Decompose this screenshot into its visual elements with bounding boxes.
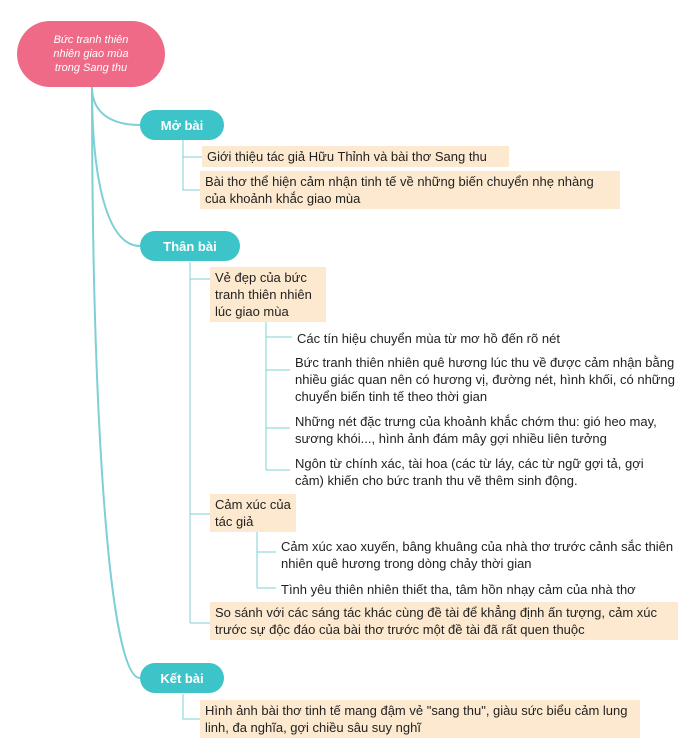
connector-group1-leaves — [266, 320, 292, 470]
group1-leaf-4[interactable]: Ngôn từ chính xác, tài hoa (các từ láy, các từ ngữ gợi tả, gợi cảm) khiến cho bức tranh thu vẽ thêm sinh động. — [295, 456, 644, 488]
connector-group2-leaves — [257, 532, 276, 588]
connector-ket-bai-items — [183, 694, 200, 719]
ket-bai-item-1[interactable]: Hình ảnh bài thơ tinh tế mang đậm vẻ "sang thu", giàu sức biểu cảm lung linh, đa nghĩa, gợi chiều sâu suy nghĩ — [200, 700, 640, 738]
connector-root-ket-bai — [92, 87, 140, 678]
than-bai-group-2[interactable]: Cảm xúc của tác giả — [210, 494, 296, 532]
section-ket-bai[interactable]: Kết bài — [140, 663, 224, 693]
than-bai-group-3[interactable]: So sánh với các sáng tác khác cùng đề tài để khẳng định ấn tượng, cảm xúc trước sự độc đáo của bài thơ trước một đề tài đã rất quen thuộc — [210, 602, 678, 640]
than-bai-group-1[interactable]: Vẻ đẹp của bức tranh thiên nhiên lúc giao mùa — [210, 267, 326, 322]
connector-than-bai-trunk — [190, 262, 210, 623]
group1-leaf-2[interactable]: Bức tranh thiên nhiên quê hương lúc thu về được cảm nhận bằng nhiều giác quan nên có hương vị, đường nét, hình khối, có những chuyển biến tinh tế theo thời gian — [295, 355, 675, 404]
section-mo-bai[interactable]: Mở bài — [140, 110, 224, 140]
mo-bai-item-2[interactable]: Bài thơ thể hiện cảm nhận tinh tế về những biến chuyển nhẹ nhàng của khoảnh khắc giao mùa — [200, 171, 620, 209]
group1-leaf-1[interactable]: Các tín hiệu chuyển mùa từ mơ hồ đến rõ nét — [297, 331, 560, 346]
mo-bai-item-1[interactable]: Giới thiệu tác giả Hữu Thỉnh và bài thơ Sang thu — [202, 146, 509, 167]
root-node[interactable] — [17, 21, 165, 87]
section-than-bai[interactable]: Thân bài — [140, 231, 240, 261]
group2-leaf-2[interactable]: Tình yêu thiên nhiên thiết tha, tâm hồn nhạy cảm của nhà thơ — [281, 582, 636, 597]
group1-leaf-3[interactable]: Những nét đặc trưng của khoảnh khắc chớm thu: gió heo may, sương khói..., hình ảnh đám mây gợi nhiều liên tưởng — [295, 414, 657, 446]
connector-root-mo-bai — [92, 87, 140, 125]
group2-leaf-1[interactable]: Cảm xúc xao xuyến, bâng khuâng của nhà thơ trước cảnh sắc thiên nhiên quê hương trong dòng chảy thời gian — [281, 539, 674, 571]
root-title: Bức tranh thiên nhiên giao mùa trong Sang thu — [53, 33, 129, 75]
